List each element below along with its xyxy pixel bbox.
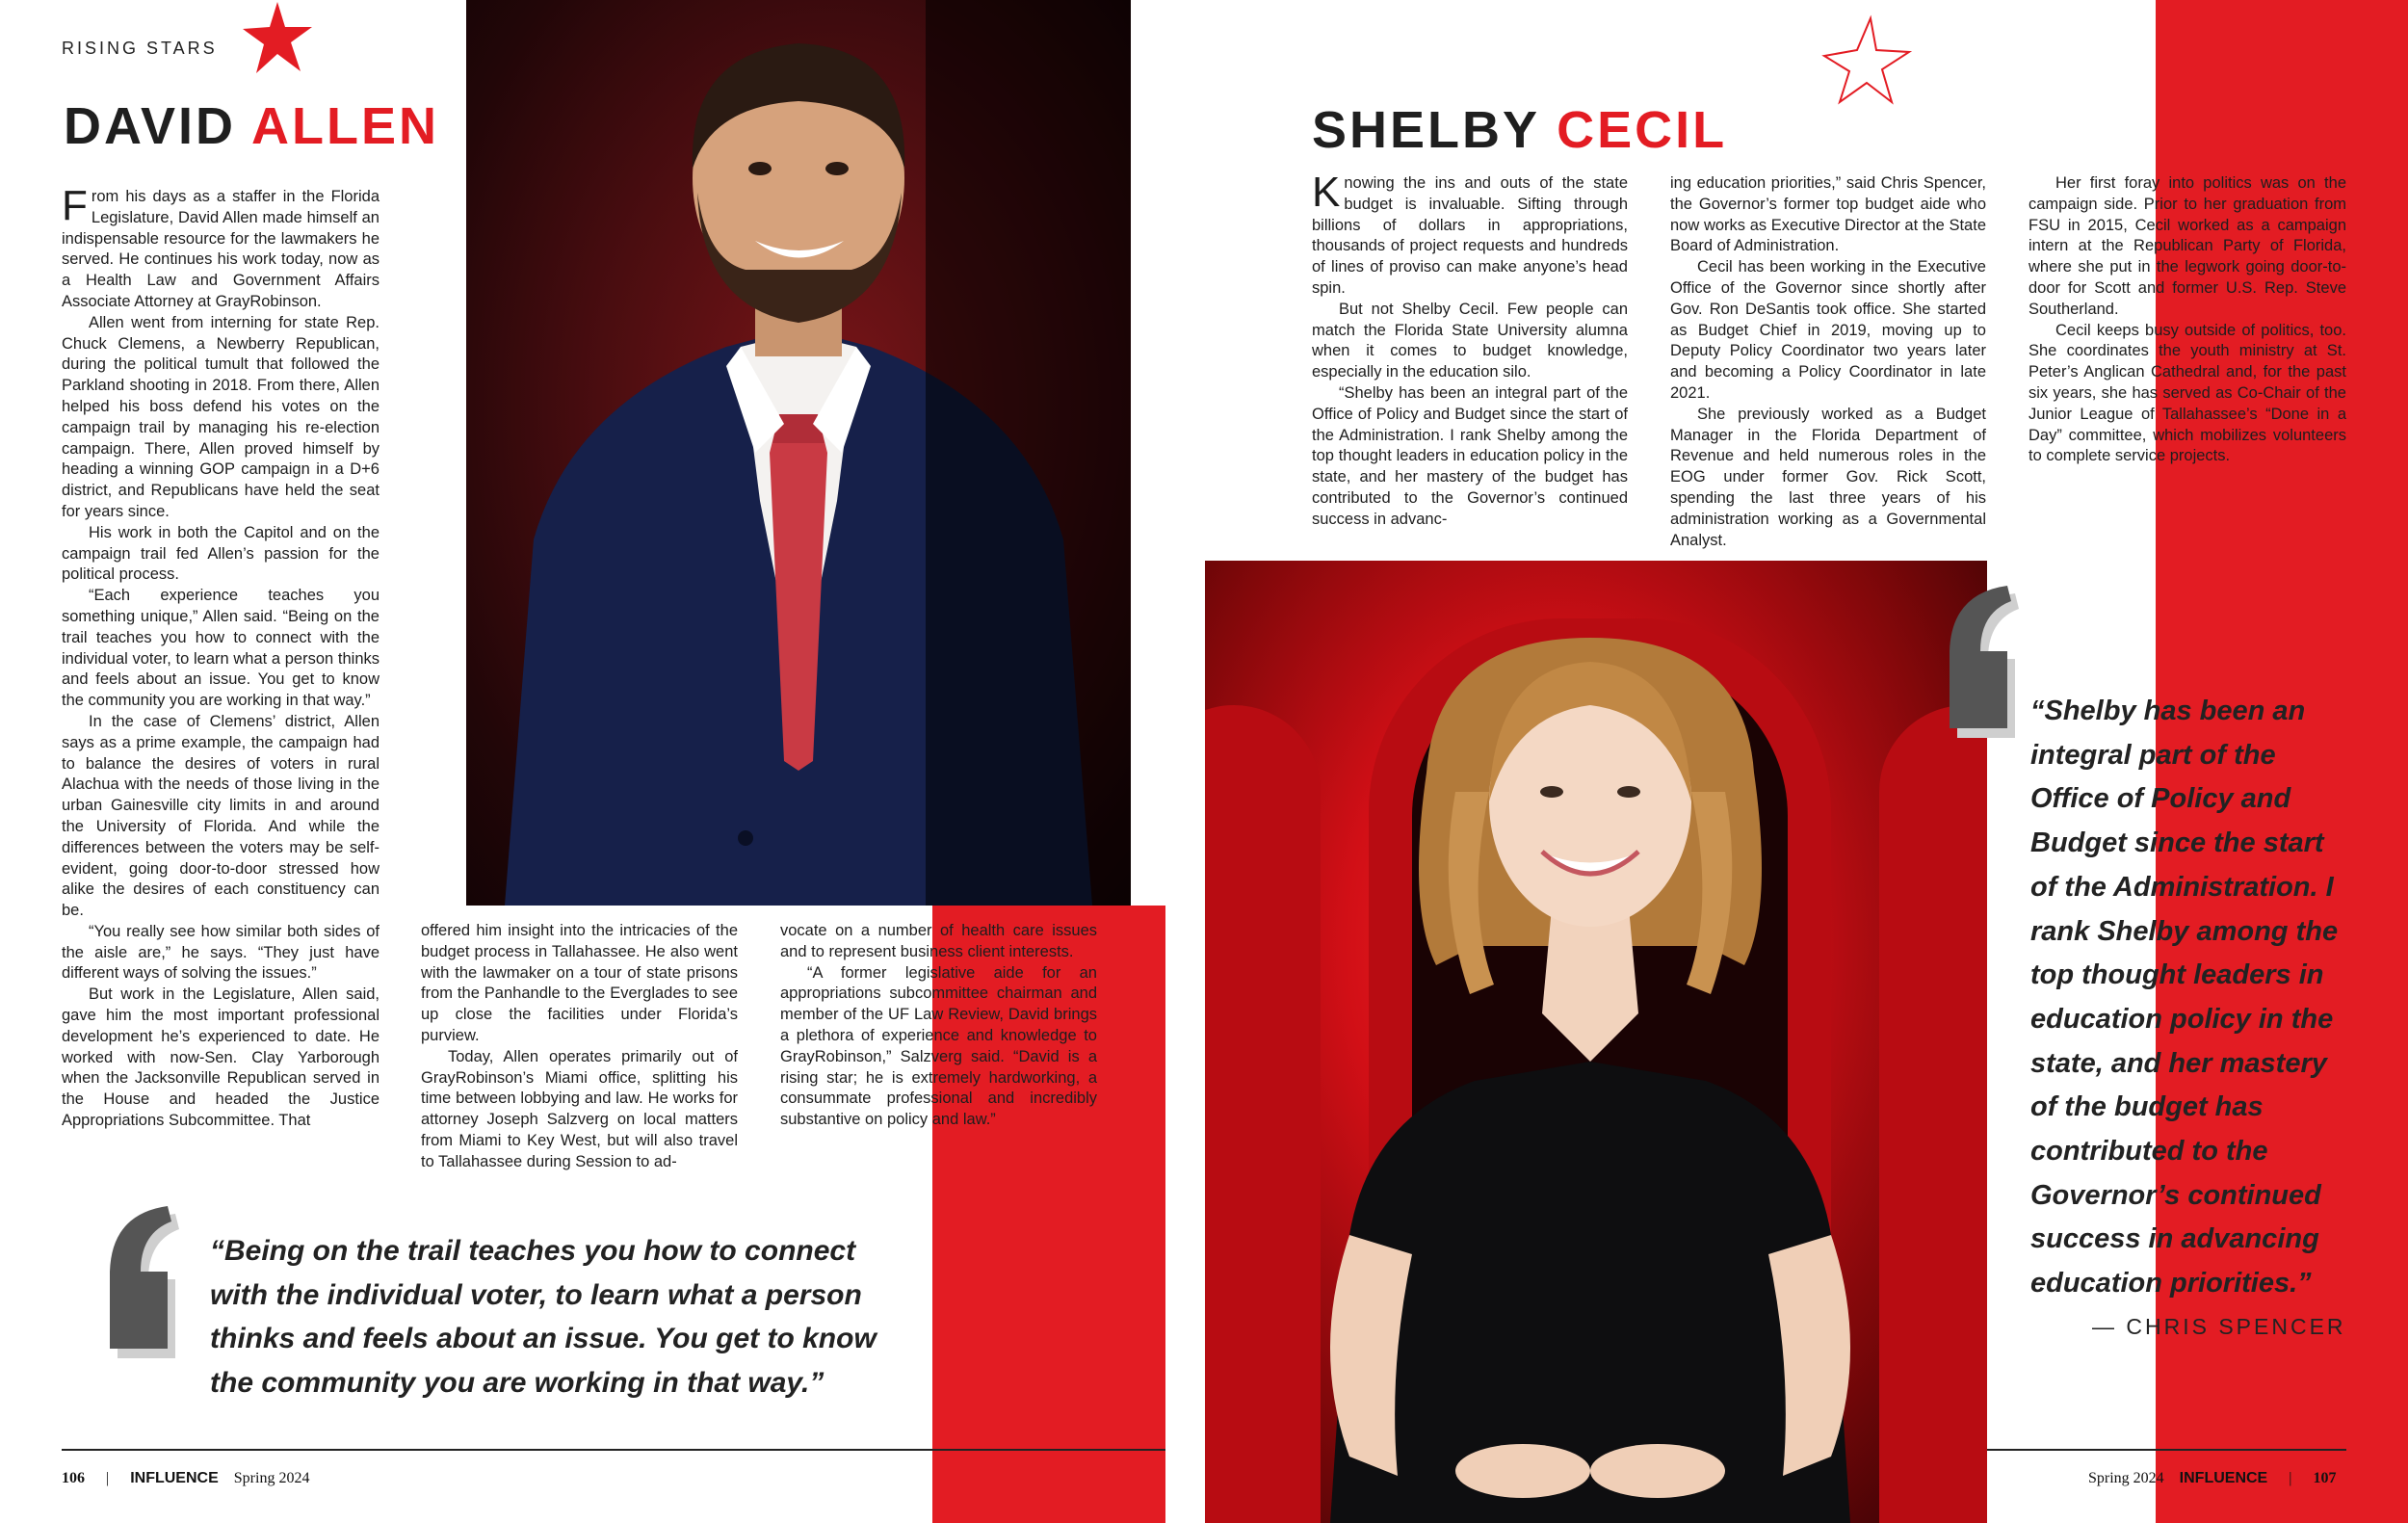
paragraph: ing education priorities,” said Chris Spencer, the Governor’s former top budget aide who now works as Executive Director at the State Board of Administration.	[1670, 174, 1986, 255]
david-allen-photo	[466, 0, 1131, 906]
magazine-name: INFLUENCE	[2179, 1470, 2268, 1486]
article-column-2-right	[1670, 173, 1986, 551]
article-column-1	[62, 182, 380, 1132]
article-column-3-right	[2028, 173, 2346, 467]
red-star-icon	[239, 0, 316, 77]
paragraph: Her first foray into politics was on the campaign side. Prior to her graduation from FSU in 2015, Cecil worked as a campaign intern at the Republican Party of Florida, where she put in the legwork going door-to-door for Scott and former U.S. Rep. Steve Southerland.	[2028, 174, 2346, 318]
paragraph: His work in both the Capitol and on the campaign trail fed Allen’s passion for the political process.	[62, 523, 380, 584]
footer-right	[2088, 1470, 2336, 1487]
quote-mark-icon	[92, 1195, 179, 1358]
name-first: SHELBY	[1312, 101, 1540, 159]
paragraph: rom his days as a staffer in the Florida Legislature, David Allen made himself an indispensable resource for the lawmakers he served. He continues his work today, now as a Health Law and Government Affairs Associate Attorney at GrayRobinson.	[62, 188, 380, 310]
paragraph: Today, Allen operates primarily out of GrayRobinson’s Miami office, splitting his time between lobbying and law. He works for attorney Joseph Salzverg on local matters from Miami to Key West, but will also travel to Tallahassee during Session to ad-	[421, 1047, 738, 1170]
article-column-2	[421, 921, 738, 1173]
paragraph: She previously worked as a Budget Manager in the Florida Department of Revenue and held numerous roles in the EOG under former Gov. Rick Scott, spending the last three years of his administration working as a Governmental Analyst.	[1670, 405, 1986, 549]
paragraph: But not Shelby Cecil. Few people can match the Florida State University alumna when it comes to budget knowledge, especially in the education silo.	[1312, 300, 1628, 381]
paragraph: offered him insight into the intricacies of the budget process in Tallahassee. He also went with the lawmaker on a tour of state prisons from the Panhandle to the Everglades to see up close the facilities under Florida’s purview.	[421, 922, 738, 1044]
paragraph: “A former legislative aide for an appropriations subcommittee chairman and member of the UF Law Review, David brings a plethora of experience and knowledge to GrayRobinson,” Salzverg said. “David is a rising star; he is extremely hardworking, a consummate professional and incredibly substantive on policy and law.”	[780, 963, 1097, 1129]
paragraph: Cecil keeps busy outside of politics, too. She coordinates the youth ministry at St. Peter’s Anglican Cathedral and, for the past six years, she has served as Co-Chair of the Junior League of Tallahassee’s “Done in a Day” committee, which mobilizes volunteers to complete service projects.	[2028, 321, 2346, 465]
paragraph: But work in the Legislature, Allen said, gave him the most important professional development he’s experienced to date. He worked with now-Sen. Clay Yarborough when the Jacksonville Republican served in the House and headed the Justice Appropriations Subcommittee. That	[62, 985, 380, 1130]
section-kicker: RISING STARS	[62, 39, 218, 58]
paragraph: Cecil has been working in the Executive Office of the Governor since shortly after Gov. Ron DeSantis took office. She started as Budget Chief in 2019, moving up to Deputy Policy Coordinator two years later and becoming a Policy Coordinator in late 2021.	[1670, 258, 1986, 402]
drop-cap: F	[62, 182, 88, 229]
name-last: ALLEN	[251, 97, 439, 155]
pull-quote-left: “Being on the trail teaches you how to connect with the individual voter, to learn what a person thinks and feels about an issue. You get to know the community you are working in that way.”	[210, 1235, 877, 1399]
footer-left	[62, 1470, 309, 1487]
footer-separator: |	[2289, 1470, 2292, 1486]
issue-label: Spring 2024	[233, 1470, 310, 1486]
paragraph: In the case of Clemens’ district, Allen says as a prime example, the campaign had to balance the desires of voters in rural Alachua with the needs of those living in the urban Gainesville city limits in and around the University of Florida. And while the differences between the voters may be self-evident, going door-to-door stressed how alike the desires of each constituency can be.	[62, 712, 380, 920]
paragraph: “You really see how similar both sides of the aisle are,” he says. “They just have different ways of solving the issues.”	[62, 922, 380, 983]
quote-attribution: — CHRIS SPENCER	[2092, 1314, 2346, 1339]
quote-mark-icon-right	[1932, 574, 2019, 738]
page-title-left	[64, 97, 439, 155]
footer-rule-left	[62, 1449, 1165, 1451]
paragraph: vocate on a number of health care issues and to represent business client interests.	[780, 922, 1097, 960]
page-number: 106	[62, 1470, 85, 1486]
issue-label: Spring 2024	[2088, 1470, 2164, 1486]
paragraph: “Shelby has been an integral part of the Office of Policy and Budget since the start of the Administration. I rank Shelby among the top thought leaders in education policy in the state, and her mastery of the budget has contributed to the Governor’s continued success in advanc-	[1312, 383, 1628, 528]
footer-separator: |	[106, 1470, 110, 1486]
footer-rule-right	[1987, 1449, 2346, 1451]
name-last: CECIL	[1557, 101, 1728, 159]
page-number: 107	[2313, 1470, 2337, 1486]
magazine-name: INFLUENCE	[130, 1470, 219, 1486]
page-title-right	[1312, 101, 1728, 159]
paragraph: “Each experience teaches you something unique,” Allen said. “Being on the trail teaches you how to connect with the individual voter, to learn what a person thinks and feels about an issue. You get to know the community you are working in that way.”	[62, 587, 380, 710]
outline-star-icon	[1820, 13, 1917, 110]
article-column-1-right	[1312, 169, 1628, 531]
shelby-cecil-photo	[1205, 561, 1987, 1523]
paragraph: Allen went from interning for state Rep. Chuck Clemens, a Newberry Republican, during the political tumult that followed the Parkland shooting in 2018. From there, Allen helped his boss defend his votes on the campaign trail by managing his re-election campaign. There, Allen proved himself by heading a winning GOP campaign in a D+6 district, and Republicans have held the seat for years since.	[62, 313, 380, 520]
drop-cap: K	[1312, 169, 1341, 216]
pull-quote-right: “Shelby has been an integral part of the Office of Policy and Budget since the start of the Administration. I rank Shelby among the top thought leaders in education policy in the state, and her mastery of the budget has contributed to the Governor’s continued success in advancing education priorities.”	[2030, 696, 2339, 1300]
article-column-3	[780, 921, 1097, 1131]
name-first: DAVID	[64, 97, 237, 155]
paragraph: nowing the ins and outs of the state budget is invaluable. Sifting through billions of dollars in appropriations, thousands of project requests and hundreds of lines of proviso can make anyone’s head spin.	[1312, 174, 1628, 297]
